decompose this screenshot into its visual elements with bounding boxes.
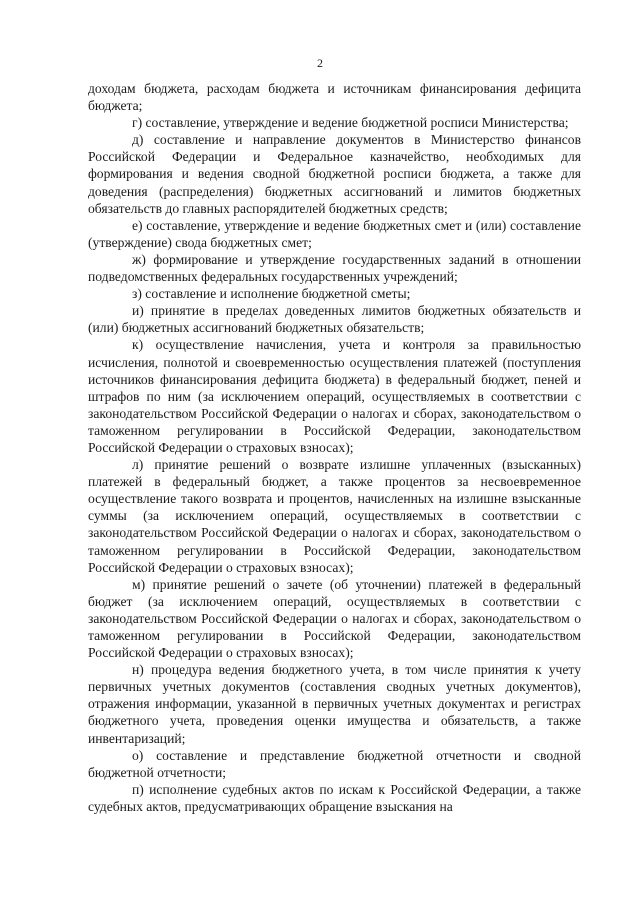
paragraph-m: м) принятие решений о зачете (об уточнении) платежей в федеральный бюджет (за исключением операций, осуществляемых в соответствии с законодательством Российской Федерации о налогах и сборах, законодательством о таможенном регулировании в Российской Федерации, законодательством Российской Федерации о страховых взносах); [88, 576, 581, 661]
paragraph-k: к) осуществление начисления, учета и контроля за правильностью исчисления, полнотой и своевременностью осуществления платежей (поступления источников финансирования дефицита бюджета) в федеральный бюджет, пеней и штрафов по ним (за исключением операций, осуществляемых в соответствии с законодательством Российской Федерации о налогах и сборах, законодательством о таможенном регулировании в Российской Федерации, законодательством Российской Федерации о страховых взносах); [88, 337, 581, 455]
paragraph-i: и) принятие в пределах доведенных лимитов бюджетных обязательств и (или) бюджетных ассигнований бюджетных обязательств; [88, 303, 581, 336]
paragraph-g: г) составление, утверждение и ведение бюджетной росписи Министерства; [132, 115, 569, 131]
paragraph-d: д) составление и направление документов в Министерство финансов Российской Федерации и Федеральное казначейство, необходимых для формирования и ведения сводной бюджетной росписи бюджета, а также для доведения (распределения) бюджетных ассигнований и лимитов бюджетных обязательств до главных распорядителей бюджетных средств; [88, 132, 581, 216]
paragraph-o: о) составление и представление бюджетной отчетности и сводной бюджетной отчетности; [88, 747, 581, 780]
document-body [88, 80, 581, 815]
paragraph-e: е) составление, утверждение и ведение бюджетных смет и (или) составление (утверждение) свода бюджетных смет; [88, 217, 581, 250]
paragraph-n: н) процедура ведения бюджетного учета, в том числе принятия к учету первичных учетных документов (составления сводных учетных документов), отражения информации, указанной в первичных учетных документах и регистрах бюджетного учета, проведения оценки имущества и обязательств, а также инвентаризаций; [88, 662, 581, 746]
paragraph-z: з) составление и исполнение бюджетной сметы; [132, 286, 411, 302]
paragraph-p: п) исполнение судебных актов по искам к Российской Федерации, а также судебных актов, предусматривающих обращение взыскания на [88, 781, 581, 814]
paragraph-zh: ж) формирование и утверждение государственных заданий в отношении подведомственных федеральных государственных учреждений; [88, 251, 581, 285]
page-number: 2 [317, 56, 323, 70]
paragraph-l: л) принятие решений о возврате излишне уплаченных (взысканных) платежей в федеральный бюджет, а также процентов за несвоевременное осуществление такого возврата и процентов, начисленных на излишне взысканные суммы (за исключением операций, осуществляемых в соответствии с законодательством Российской Федерации о налогах и сборах, законодательством о таможенном регулировании в Российской Федерации, законодательством Российской Федерации о страховых взносах); [88, 457, 581, 575]
paragraph-continuation: доходам бюджета, расходам бюджета и источникам финансирования дефицита бюджета; [88, 81, 581, 114]
